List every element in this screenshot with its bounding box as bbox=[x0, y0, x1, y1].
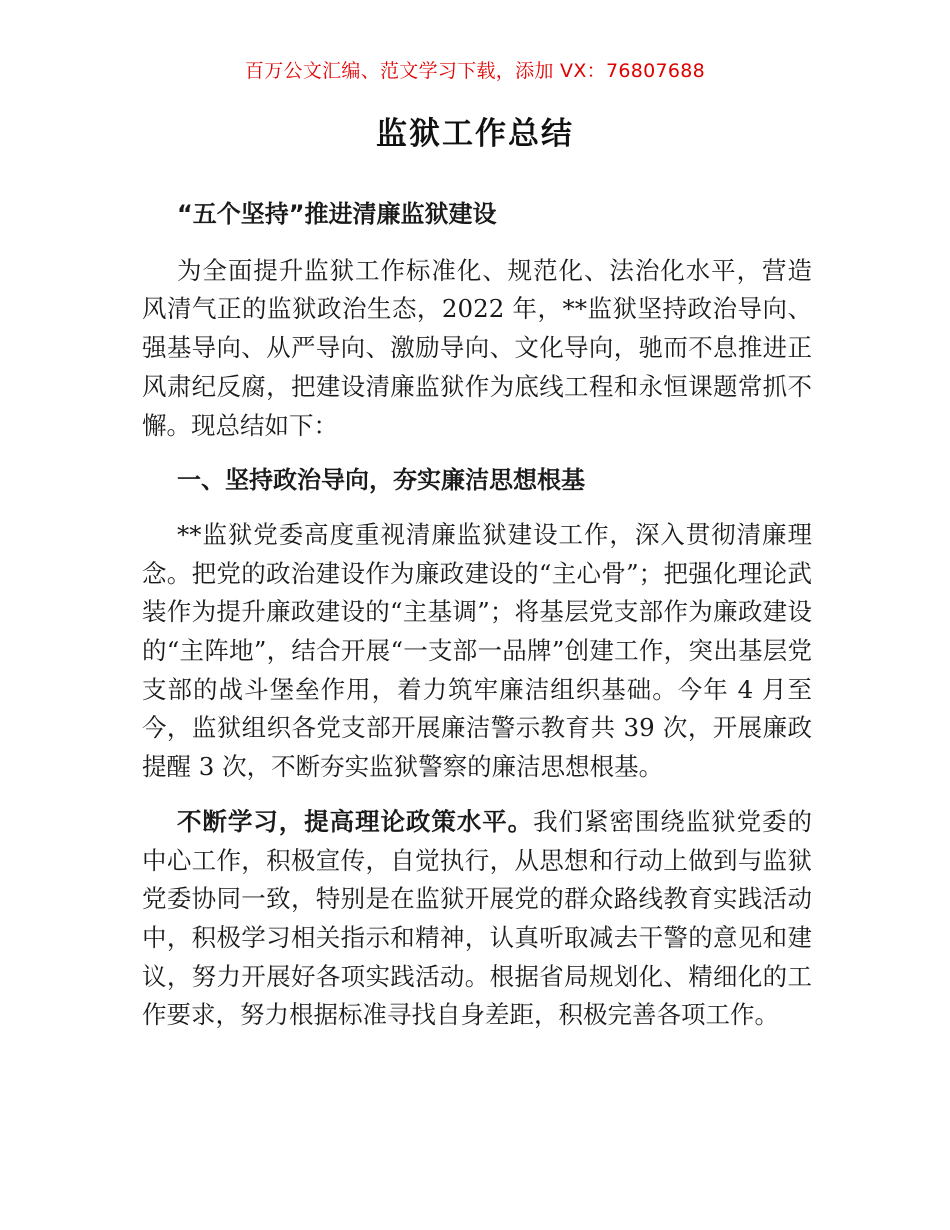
paragraph-2 bbox=[142, 803, 812, 1035]
document-title: 监狱工作总结 bbox=[376, 116, 574, 152]
document-body bbox=[142, 195, 812, 1035]
section-1-paragraph: **监狱党委高度重视清廉监狱建设工作，深入贯彻清廉理念。把党的政治建设作为廉政建设的“主心骨”；把强化理论武装作为提升廉政建设的“主基调”；将基层党支部作为廉政建设的“主阵地”，结合开展“一支部一品牌”创建工作，突出基层党支部的战斗堡垒作用，着力筑牢廉洁组织基础。今年 4 月至今，监狱组织各党支部开展廉洁警示教育共 39 次，开展廉政提醒 3 次，不断夯实监狱警察的廉洁思想根基。 bbox=[142, 519, 812, 782]
paragraph-2-lead: 不断学习，提高理论政策水平。 bbox=[177, 806, 534, 836]
watermark-banner: 百万公文汇编、范文学习下载，添加 VX：76807688 bbox=[244, 60, 706, 82]
paragraph-2-body: 我们紧密围绕监狱党委的中心工作，积极宣传，自觉执行，从思想和行动上做到与监狱党委协同一致，特别是在监狱开展党的群众路线教育实践活动中，积极学习相关指示和精神，认真听取减去干警的意见和建议，努力开展好各项实践活动。根据省局规划化、精细化的工作要求，努力根据标准寻找自身差距，积极完善各项工作。 bbox=[142, 806, 812, 1030]
section-1-heading: 一、坚持政治导向，夯实廉洁思想根基 bbox=[177, 466, 585, 495]
intro-paragraph: 为全面提升监狱工作标准化、规范化、法治化水平，营造风清气正的监狱政治生态，2022 年，**监狱坚持政治导向、强基导向、从严导向、激励导向、文化导向，驰而不息推进正风肃纪反腐，把建设清廉监狱作为底线工程和永恒课题常抓不懈。现总结如下： bbox=[142, 255, 812, 440]
document-subtitle: “五个坚持”推进清廉监狱建设 bbox=[177, 200, 497, 228]
